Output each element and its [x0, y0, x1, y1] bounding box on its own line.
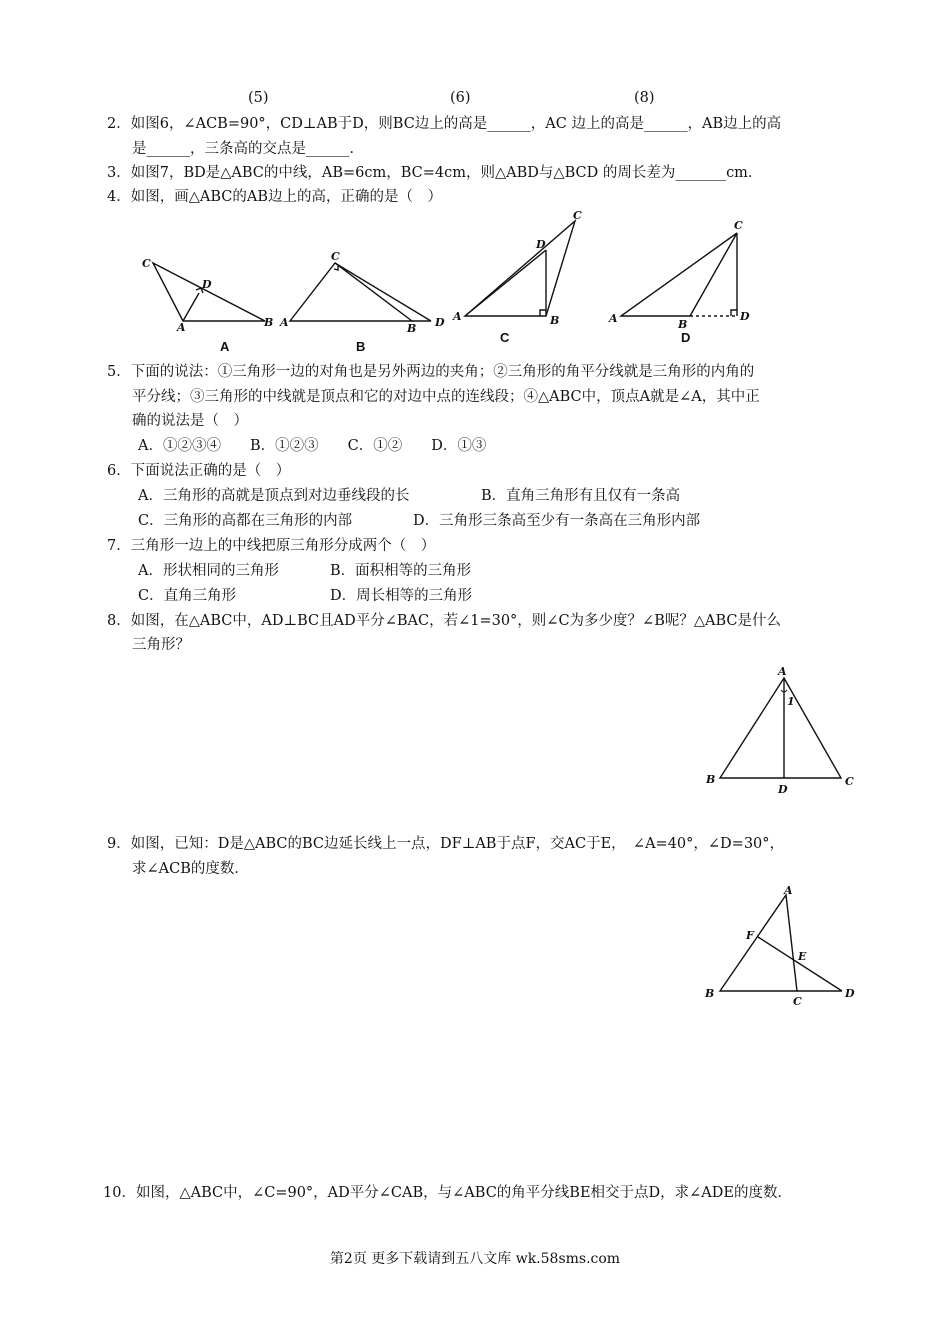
q8-label-angle: 1 [787, 695, 795, 708]
q7-option-c: C．直角三角形 [138, 588, 237, 604]
q4a-label-b: B [264, 316, 274, 329]
q4d-label-c: C [734, 219, 743, 232]
q9-label-f: F [746, 929, 754, 942]
q6-line1: 6．下面说法正确的是（ ） [107, 463, 291, 479]
q4c-label-d: D [536, 238, 546, 251]
q4d-label-a: A [609, 312, 618, 325]
figure-label-5: (5) [248, 90, 269, 106]
q2-line1: 2．如图6，∠ACB=90°，CD⊥AB于D，则BC边上的高是______，AC 边上的高是______，AB边上的高 [107, 116, 782, 132]
q8-label-d: D [778, 783, 788, 796]
q4b-label-a: A [280, 316, 289, 329]
q4-figure-d [608, 219, 750, 345]
q3-line1: 3．如图7，BD是△ABC的中线，AB=6cm，BC=4cm，则△ABD与△BCD 的周长差为_______cm． [107, 165, 763, 181]
q5-line3: 确的说法是（ ） [132, 413, 248, 429]
q4b-label-b: B [407, 322, 417, 335]
q9-label-c: C [793, 995, 802, 1008]
q9-figure [700, 880, 855, 1010]
q8-line1: 8．如图，在△ABC中，AD⊥BC且AD平分∠BAC，若∠1=30°，则∠C为多少度？∠B呢？△ABC是什么 [107, 613, 781, 629]
q10-line1: 10．如图，△ABC中，∠C=90°，AD平分∠CAB，与∠ABC的角平分线BE相交于点D，求∠ADE的度数． [103, 1185, 792, 1201]
q4c-caption: C [500, 330, 510, 345]
q4b-label-c: C [331, 250, 340, 263]
q9-label-b: B [705, 987, 715, 1000]
q5-line1: 5．下面的说法：①三角形一边的对角也是另外两边的夹角；②三角形的角平分线就是三角形的内角的 [107, 364, 755, 380]
q9-line1: 9．如图，已知：D是△ABC的BC边延长线上一点，DF⊥AB于点F，交AC于E， ∠A=40°，∠D=30°， [107, 836, 785, 852]
q4c-label-c: C [573, 209, 582, 222]
q8-label-c: C [845, 775, 854, 788]
q6-option-a: A．三角形的高就是顶点到对边垂线段的长 [138, 488, 410, 504]
q4-figure-c [452, 209, 582, 345]
q4b-label-d: D [435, 316, 445, 329]
q9-label-e: E [798, 950, 807, 963]
q4-figure-a [142, 257, 273, 354]
q8-line2: 三角形？ [132, 637, 190, 653]
q4c-label-b: B [550, 314, 560, 327]
q4d-label-d: D [740, 310, 750, 323]
q9-label-d: D [845, 987, 855, 1000]
figure-label-6: (6) [450, 90, 471, 106]
q4-figures [0, 205, 950, 354]
q7-option-b: B．面积相等的三角形 [330, 563, 472, 579]
q8-label-b: B [706, 773, 716, 786]
q9-label-a: A [784, 884, 793, 897]
q8-label-a: A [778, 665, 787, 678]
q4d-label-b: B [678, 318, 688, 331]
q5-line2: 平分线；③三角形的中线就是顶点和它的对边中点的连线段；④△ABC中，顶点A就是∠A，其中正 [132, 389, 760, 405]
figure-label-8: (8) [634, 90, 655, 106]
q4b-caption: B [356, 339, 366, 354]
q7-line1: 7．三角形一边上的中线把原三角形分成两个（ ） [107, 538, 436, 554]
page-footer: 第2页 更多下载请到五八文库 wk.58sms.com [329, 1251, 621, 1267]
q5-options: A．①②③④ B．①②③ C．①② D．①③ [138, 438, 487, 454]
q6-option-b: B．直角三角形有且仅有一条高 [481, 488, 681, 504]
q9-line2: 求∠ACB的度数． [132, 861, 249, 877]
q4a-caption: A [220, 339, 230, 354]
q4d-caption: D [681, 330, 691, 345]
q4a-label-d: D [202, 278, 212, 291]
q8-figure [700, 660, 860, 800]
q4-figure-b [279, 250, 445, 354]
q2-line2: 是______，三条高的交点是______． [132, 141, 364, 157]
q4a-label-c: C [142, 257, 151, 270]
q4-line1: 4．如图，画△ABC的AB边上的高，正确的是（ ） [107, 189, 442, 205]
q4a-label-a: A [177, 321, 186, 334]
q6-option-c: C．三角形的高都在三角形的内部 [138, 513, 353, 529]
q7-option-a: A．形状相同的三角形 [138, 563, 279, 579]
q6-option-d: D．三角形三条高至少有一条高在三角形内部 [413, 513, 701, 529]
q4c-label-a: A [453, 310, 462, 323]
q7-option-d: D．周长相等的三角形 [330, 588, 473, 604]
